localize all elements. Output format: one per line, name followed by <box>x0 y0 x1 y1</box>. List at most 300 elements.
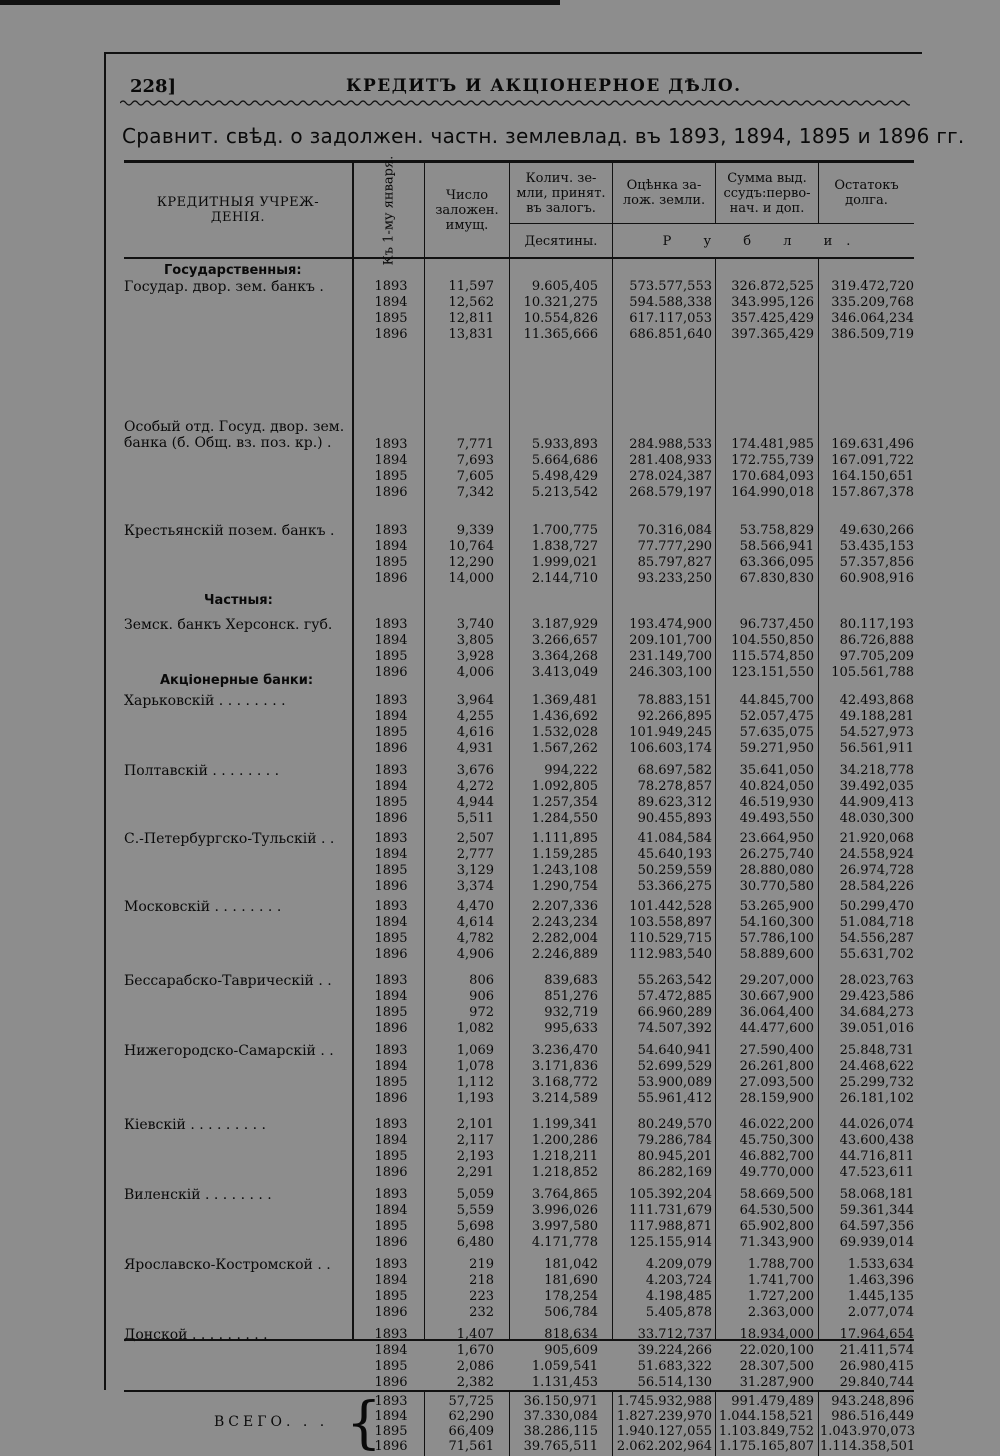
cell-year: 1895 <box>374 725 408 740</box>
cell-debt-remainder: 57.357,856 <box>839 555 914 570</box>
cell-land-area: 2.144,710 <box>531 571 598 586</box>
cell-land-valuation: 193.474,900 <box>629 617 712 632</box>
cell-land-area: 1.218,211 <box>531 1149 598 1164</box>
total-cell-land-area: 36.150,971 <box>523 1394 598 1409</box>
cell-pledged-count: 5,559 <box>456 1203 494 1218</box>
institution-label: Виленскій . . . . . . . . <box>124 1187 272 1203</box>
cell-loan-amount: 64.530,500 <box>739 1203 814 1218</box>
cell-land-area: 3.364,268 <box>531 649 598 664</box>
cell-year: 1893 <box>374 1117 408 1132</box>
cell-land-valuation: 55.263,542 <box>637 973 712 988</box>
cell-pledged-count: 4,944 <box>456 795 494 810</box>
cell-land-area: 3.764,865 <box>531 1187 598 1202</box>
cell-pledged-count: 2,507 <box>456 831 494 846</box>
cell-land-valuation: 53.900,089 <box>637 1075 712 1090</box>
table-row <box>124 1219 914 1235</box>
cell-loan-amount: 28.307,500 <box>739 1359 814 1374</box>
total-cell-pledged-count: 71,561 <box>448 1439 494 1454</box>
cell-year: 1896 <box>374 665 408 680</box>
cell-year: 1894 <box>374 1343 408 1358</box>
header-land-unit: Десятины. <box>510 223 612 258</box>
cell-pledged-count: 2,117 <box>456 1133 494 1148</box>
cell-year: 1893 <box>374 437 408 452</box>
total-cell-debt-remainder: 1.114.358,501 <box>820 1439 916 1454</box>
header-loans: Сумма выд. ссудъ:перво-нач. и доп. <box>723 170 811 216</box>
table-row <box>124 1235 914 1251</box>
running-head: КРЕДИТЪ И АКЦІОНЕРНОЕ ДѢЛО. <box>346 76 742 96</box>
cell-land-area: 932,719 <box>544 1005 598 1020</box>
institution-label: Крестьянскій позем. банкъ . <box>124 523 335 539</box>
cell-land-area: 1.200,286 <box>531 1133 598 1148</box>
cell-debt-remainder: 86.726,888 <box>839 633 914 648</box>
cell-pledged-count: 11,597 <box>448 279 494 294</box>
cell-loan-amount: 123.151,550 <box>731 665 814 680</box>
cell-land-area: 3.187,929 <box>531 617 598 632</box>
cell-land-area: 10.321,275 <box>523 295 598 310</box>
cell-debt-remainder: 21.411,574 <box>839 1343 914 1358</box>
cell-land-valuation: 111.731,679 <box>629 1203 712 1218</box>
cell-land-area: 1.131,453 <box>531 1375 598 1390</box>
cell-debt-remainder: 164.150,651 <box>831 469 914 484</box>
cell-loan-amount: 49.770,000 <box>739 1165 814 1180</box>
table-row <box>124 1273 914 1289</box>
cell-loan-amount: 71.343,900 <box>739 1235 814 1250</box>
cell-land-valuation: 50.259,559 <box>637 863 712 878</box>
cell-pledged-count: 2,086 <box>456 1359 494 1374</box>
cell-pledged-count: 3,805 <box>456 633 494 648</box>
cell-loan-amount: 343.995,126 <box>731 295 814 310</box>
total-cell-year: 1896 <box>374 1439 408 1454</box>
table-row <box>124 709 914 725</box>
cell-land-valuation: 74.507,392 <box>637 1021 712 1036</box>
total-cell-loan-amount: 1.175.165,807 <box>718 1439 814 1454</box>
cell-pledged-count: 13,831 <box>448 327 494 342</box>
header-count: Число заложен. имущ. <box>435 187 499 233</box>
cell-loan-amount: 53.758,829 <box>739 523 814 538</box>
cell-year: 1893 <box>374 899 408 914</box>
cell-land-valuation: 92.266,895 <box>637 709 712 724</box>
cell-year: 1894 <box>374 847 408 862</box>
cell-land-valuation: 66.960,289 <box>637 1005 712 1020</box>
cell-year: 1895 <box>374 863 408 878</box>
cell-pledged-count: 1,407 <box>456 1327 494 1342</box>
cell-land-area: 2.243,234 <box>531 915 598 930</box>
cell-land-valuation: 103.558,897 <box>629 915 712 930</box>
cell-land-area: 995,633 <box>544 1021 598 1036</box>
cell-loan-amount: 29.207,000 <box>739 973 814 988</box>
cell-year: 1895 <box>374 1359 408 1374</box>
cell-loan-amount: 26.261,800 <box>739 1059 814 1074</box>
cell-debt-remainder: 157.867,378 <box>831 485 914 500</box>
cell-land-valuation: 51.683,322 <box>637 1359 712 1374</box>
cell-debt-remainder: 48.030,300 <box>839 811 914 826</box>
table-row <box>124 295 914 311</box>
cell-pledged-count: 1,112 <box>456 1075 494 1090</box>
table-row <box>124 899 914 915</box>
cell-land-area: 1.999,021 <box>531 555 598 570</box>
cell-debt-remainder: 80.117,193 <box>839 617 914 632</box>
table-row <box>124 555 914 571</box>
cell-pledged-count: 3,129 <box>456 863 494 878</box>
cell-pledged-count: 218 <box>469 1273 494 1288</box>
cell-year: 1893 <box>374 831 408 846</box>
total-cell-pledged-count: 62,290 <box>448 1409 494 1424</box>
cell-year: 1893 <box>374 617 408 632</box>
cell-loan-amount: 27.590,400 <box>739 1043 814 1058</box>
cell-land-valuation: 68.697,582 <box>637 763 712 778</box>
table-row <box>124 1343 914 1359</box>
cell-pledged-count: 4,616 <box>456 725 494 740</box>
cell-land-valuation: 686.851,640 <box>629 327 712 342</box>
total-cell-loan-amount: 1.103.849,752 <box>718 1424 814 1439</box>
table-row <box>124 779 914 795</box>
cell-pledged-count: 232 <box>469 1305 494 1320</box>
cell-debt-remainder: 49.188,281 <box>839 709 914 724</box>
category-private: Частныя: <box>204 593 273 608</box>
table-row <box>124 763 914 779</box>
scanned-page <box>104 52 965 1456</box>
cell-loan-amount: 49.493,550 <box>739 811 814 826</box>
cell-debt-remainder: 167.091,722 <box>831 453 914 468</box>
cell-loan-amount: 22.020,100 <box>739 1343 814 1358</box>
cell-pledged-count: 2,291 <box>456 1165 494 1180</box>
cell-land-valuation: 5.405,878 <box>645 1305 712 1320</box>
cell-debt-remainder: 64.597,356 <box>839 1219 914 1234</box>
cell-land-area: 1.199,341 <box>531 1117 598 1132</box>
cell-land-area: 1.111,895 <box>531 831 598 846</box>
cell-land-area: 3.413,049 <box>531 665 598 680</box>
total-cell-land-valuation: 1.940.127,055 <box>616 1424 712 1439</box>
cell-debt-remainder: 34.684,273 <box>839 1005 914 1020</box>
cell-land-area: 3.214,589 <box>531 1091 598 1106</box>
cell-pledged-count: 14,000 <box>448 571 494 586</box>
cell-loan-amount: 63.366,095 <box>739 555 814 570</box>
category-state: Государственныя: <box>164 263 302 278</box>
cell-pledged-count: 2,101 <box>456 1117 494 1132</box>
table-row <box>124 693 914 709</box>
cell-year: 1894 <box>374 1059 408 1074</box>
cell-land-area: 1.257,354 <box>531 795 598 810</box>
cell-year: 1893 <box>374 523 408 538</box>
cell-loan-amount: 172.755,739 <box>731 453 814 468</box>
total-cell-year: 1894 <box>374 1409 408 1424</box>
cell-loan-amount: 35.641,050 <box>739 763 814 778</box>
cell-loan-amount: 1.741,700 <box>747 1273 814 1288</box>
header-date: Къ 1-му января. <box>381 155 397 265</box>
cell-year: 1896 <box>374 879 408 894</box>
cell-land-valuation: 52.699,529 <box>637 1059 712 1074</box>
cell-debt-remainder: 39.051,016 <box>839 1021 914 1036</box>
cell-land-area: 3.997,580 <box>531 1219 598 1234</box>
cell-year: 1896 <box>374 1165 408 1180</box>
cell-land-valuation: 4.203,724 <box>645 1273 712 1288</box>
table-row <box>124 973 914 989</box>
cell-loan-amount: 36.064,400 <box>739 1005 814 1020</box>
cell-land-area: 1.532,028 <box>531 725 598 740</box>
cell-pledged-count: 4,470 <box>456 899 494 914</box>
table-row <box>124 617 914 633</box>
cell-land-area: 1.567,262 <box>531 741 598 756</box>
cell-pledged-count: 3,740 <box>456 617 494 632</box>
cell-year: 1895 <box>374 1219 408 1234</box>
table-row <box>124 831 914 847</box>
cell-pledged-count: 9,339 <box>456 523 494 538</box>
institution-label: Ярославско-Костромской . . <box>124 1257 331 1273</box>
cell-loan-amount: 40.824,050 <box>739 779 814 794</box>
cell-land-area: 2.246,889 <box>531 947 598 962</box>
cell-loan-amount: 28.880,080 <box>739 863 814 878</box>
table-row <box>124 469 914 485</box>
cell-year: 1894 <box>374 539 408 554</box>
cell-land-valuation: 57.472,885 <box>637 989 712 1004</box>
cell-pledged-count: 223 <box>469 1289 494 1304</box>
institution-label: Государ. двор. зем. банкъ . <box>124 279 324 295</box>
cell-land-area: 3.171,836 <box>531 1059 598 1074</box>
header-money-unit: Р у б л и. <box>613 223 914 258</box>
cell-year: 1893 <box>374 973 408 988</box>
cell-land-area: 818,634 <box>544 1327 598 1342</box>
cell-land-area: 5.213,542 <box>531 485 598 500</box>
total-cell-pledged-count: 66,409 <box>448 1424 494 1439</box>
cell-debt-remainder: 43.600,438 <box>839 1133 914 1148</box>
cell-land-valuation: 110.529,715 <box>629 931 712 946</box>
cell-debt-remainder: 51.084,718 <box>839 915 914 930</box>
table-row <box>124 327 914 343</box>
cell-land-area: 3.168,772 <box>531 1075 598 1090</box>
debt-table <box>124 155 916 1456</box>
cell-land-valuation: 125.155,914 <box>629 1235 712 1250</box>
cell-land-valuation: 54.640,941 <box>637 1043 712 1058</box>
cell-loan-amount: 18.934,000 <box>739 1327 814 1342</box>
table-row <box>124 1257 914 1273</box>
cell-year: 1895 <box>374 931 408 946</box>
cell-land-valuation: 80.249,570 <box>637 1117 712 1132</box>
total-row <box>124 1424 914 1440</box>
cell-year: 1896 <box>374 947 408 962</box>
cell-debt-remainder: 25.848,731 <box>839 1043 914 1058</box>
total-cell-debt-remainder: 986.516,449 <box>831 1409 914 1424</box>
cell-pledged-count: 2,777 <box>456 847 494 862</box>
cell-pledged-count: 6,480 <box>456 1235 494 1250</box>
cell-year: 1893 <box>374 1257 408 1272</box>
cell-pledged-count: 4,614 <box>456 915 494 930</box>
cell-pledged-count: 7,342 <box>456 485 494 500</box>
cell-loan-amount: 1.788,700 <box>747 1257 814 1272</box>
top-edge-bar <box>0 0 560 5</box>
cell-pledged-count: 3,928 <box>456 649 494 664</box>
cell-land-valuation: 4.209,079 <box>645 1257 712 1272</box>
cell-land-valuation: 41.084,584 <box>637 831 712 846</box>
cell-land-area: 10.554,826 <box>523 311 598 326</box>
cell-pledged-count: 4,006 <box>456 665 494 680</box>
cell-debt-remainder: 1.533,634 <box>847 1257 914 1272</box>
table-row <box>124 741 914 757</box>
cell-debt-remainder: 1.445,135 <box>847 1289 914 1304</box>
cell-land-valuation: 617.117,053 <box>629 311 712 326</box>
table-row <box>124 1133 914 1149</box>
cell-loan-amount: 53.265,900 <box>739 899 814 914</box>
cell-year: 1894 <box>374 1203 408 1218</box>
cell-year: 1893 <box>374 279 408 294</box>
cell-pledged-count: 1,069 <box>456 1043 494 1058</box>
cell-pledged-count: 10,764 <box>448 539 494 554</box>
cell-loan-amount: 30.770,580 <box>739 879 814 894</box>
table-row <box>124 847 914 863</box>
cell-debt-remainder: 58.068,181 <box>839 1187 914 1202</box>
cell-year: 1894 <box>374 633 408 648</box>
cell-land-valuation: 89.623,312 <box>637 795 712 810</box>
cell-year: 1894 <box>374 453 408 468</box>
cell-land-area: 5.498,429 <box>531 469 598 484</box>
cell-land-valuation: 284.988,533 <box>629 437 712 452</box>
table-row <box>124 947 914 963</box>
institution-label: Московскій . . . . . . . . <box>124 899 282 915</box>
cell-land-valuation: 39.224,266 <box>637 1343 712 1358</box>
table-row <box>124 1021 914 1037</box>
cell-land-valuation: 90.455,893 <box>637 811 712 826</box>
cell-pledged-count: 4,931 <box>456 741 494 756</box>
table-title: Сравнит. свѣд. о задолжен. частн. землевлад. въ 1893, 1894, 1895 и 1896 гг. <box>122 124 965 148</box>
institution-label: Харьковскій . . . . . . . . <box>124 693 286 709</box>
cell-pledged-count: 12,290 <box>448 555 494 570</box>
cell-pledged-count: 972 <box>469 1005 494 1020</box>
cell-year: 1895 <box>374 1149 408 1164</box>
cell-year: 1896 <box>374 1091 408 1106</box>
cell-debt-remainder: 69.939,014 <box>839 1235 914 1250</box>
cell-land-valuation: 246.303,100 <box>629 665 712 680</box>
header-value: Оцѣнка за-лож. земли. <box>622 178 706 208</box>
cell-year: 1893 <box>374 693 408 708</box>
cell-debt-remainder: 25.299,732 <box>839 1075 914 1090</box>
cell-debt-remainder: 24.468,622 <box>839 1059 914 1074</box>
table-row <box>124 1149 914 1165</box>
table-row <box>124 1289 914 1305</box>
cell-loan-amount: 44.845,700 <box>739 693 814 708</box>
cell-pledged-count: 5,059 <box>456 1187 494 1202</box>
cell-year: 1896 <box>374 1021 408 1036</box>
cell-year: 1896 <box>374 1235 408 1250</box>
cell-debt-remainder: 26.974,728 <box>839 863 914 878</box>
table-row <box>124 1075 914 1091</box>
cell-year: 1894 <box>374 295 408 310</box>
total-label: ВСЕГО. . . <box>214 1414 329 1430</box>
institution-label: Донской . . . . . . . . . <box>124 1327 268 1343</box>
total-row <box>124 1409 914 1425</box>
cell-year: 1895 <box>374 555 408 570</box>
cell-land-valuation: 105.392,204 <box>629 1187 712 1202</box>
cell-year: 1894 <box>374 779 408 794</box>
header-land: Колич. зе-мли, принят. въ залогъ. <box>516 170 606 216</box>
cell-year: 1895 <box>374 649 408 664</box>
total-cell-land-area: 38.286,115 <box>523 1424 598 1439</box>
table-row <box>124 1327 914 1343</box>
table-row <box>124 571 914 587</box>
total-cell-land-valuation: 1.745.932,988 <box>616 1394 712 1409</box>
cell-debt-remainder: 17.964,654 <box>839 1327 914 1342</box>
cell-pledged-count: 2,193 <box>456 1149 494 1164</box>
cell-land-valuation: 80.945,201 <box>637 1149 712 1164</box>
cell-loan-amount: 46.022,200 <box>739 1117 814 1132</box>
cell-debt-remainder: 26.980,415 <box>839 1359 914 1374</box>
cell-land-area: 1.700,775 <box>531 523 598 538</box>
cell-debt-remainder: 386.509,719 <box>831 327 914 342</box>
cell-pledged-count: 7,605 <box>456 469 494 484</box>
cell-land-area: 3.996,026 <box>531 1203 598 1218</box>
total-row <box>124 1439 914 1455</box>
cell-year: 1896 <box>374 327 408 342</box>
cell-land-area: 1.369,481 <box>531 693 598 708</box>
table-row <box>124 879 914 895</box>
cell-pledged-count: 1,082 <box>456 1021 494 1036</box>
cell-loan-amount: 170.684,093 <box>731 469 814 484</box>
cell-debt-remainder: 21.920,068 <box>839 831 914 846</box>
cell-debt-remainder: 34.218,778 <box>839 763 914 778</box>
cell-land-area: 3.236,470 <box>531 1043 598 1058</box>
cell-land-area: 1.159,285 <box>531 847 598 862</box>
cell-land-area: 1.436,692 <box>531 709 598 724</box>
cell-debt-remainder: 44.026,074 <box>839 1117 914 1132</box>
cell-land-valuation: 77.777,290 <box>637 539 712 554</box>
cell-debt-remainder: 49.630,266 <box>839 523 914 538</box>
institution-label: Особый отд. Госуд. двор. зем. банка (б. Общ. вз. поз. кр.) . <box>124 419 345 451</box>
cell-land-area: 1.290,754 <box>531 879 598 894</box>
cell-land-area: 3.266,657 <box>531 633 598 648</box>
cell-land-area: 506,784 <box>544 1305 598 1320</box>
cell-year: 1894 <box>374 915 408 930</box>
table-row <box>124 523 914 539</box>
cell-year: 1895 <box>374 1005 408 1020</box>
cell-loan-amount: 57.635,075 <box>739 725 814 740</box>
total-cell-land-valuation: 1.827.239,970 <box>616 1409 712 1424</box>
page-number: 228] <box>130 76 177 97</box>
cell-loan-amount: 2.363,000 <box>747 1305 814 1320</box>
cell-year: 1894 <box>374 1133 408 1148</box>
cell-pledged-count: 7,693 <box>456 453 494 468</box>
cell-debt-remainder: 2.077,074 <box>847 1305 914 1320</box>
institution-label: Полтавскій . . . . . . . . <box>124 763 280 779</box>
cell-land-area: 839,683 <box>544 973 598 988</box>
table-row <box>124 811 914 827</box>
cell-pledged-count: 1,078 <box>456 1059 494 1074</box>
cell-land-valuation: 112.983,540 <box>629 947 712 962</box>
cell-year: 1895 <box>374 311 408 326</box>
total-cell-year: 1893 <box>374 1394 408 1409</box>
cell-pledged-count: 3,964 <box>456 693 494 708</box>
cell-pledged-count: 4,906 <box>456 947 494 962</box>
cell-loan-amount: 26.275,740 <box>739 847 814 862</box>
header-institutions: КРЕДИТНЫЯ УЧРЕЖ-ДЕНІЯ. <box>156 195 320 225</box>
cell-land-area: 1.092,805 <box>531 779 598 794</box>
cell-land-valuation: 4.198,485 <box>645 1289 712 1304</box>
header-rest: Остатокъ долга. <box>834 178 899 208</box>
cell-loan-amount: 28.159,900 <box>739 1091 814 1106</box>
cell-year: 1895 <box>374 469 408 484</box>
cell-debt-remainder: 319.472,720 <box>831 279 914 294</box>
cell-pledged-count: 12,811 <box>448 311 494 326</box>
cell-year: 1896 <box>374 1305 408 1320</box>
cell-pledged-count: 4,782 <box>456 931 494 946</box>
cell-year: 1894 <box>374 709 408 724</box>
cell-land-area: 5.933,893 <box>531 437 598 452</box>
cell-land-valuation: 79.286,784 <box>637 1133 712 1148</box>
table-row <box>124 1117 914 1133</box>
cell-loan-amount: 46.882,700 <box>739 1149 814 1164</box>
table-row <box>124 279 914 295</box>
cell-loan-amount: 44.477,600 <box>739 1021 814 1036</box>
table-row <box>124 1305 914 1321</box>
cell-pledged-count: 2,382 <box>456 1375 494 1390</box>
table-row <box>124 1203 914 1219</box>
